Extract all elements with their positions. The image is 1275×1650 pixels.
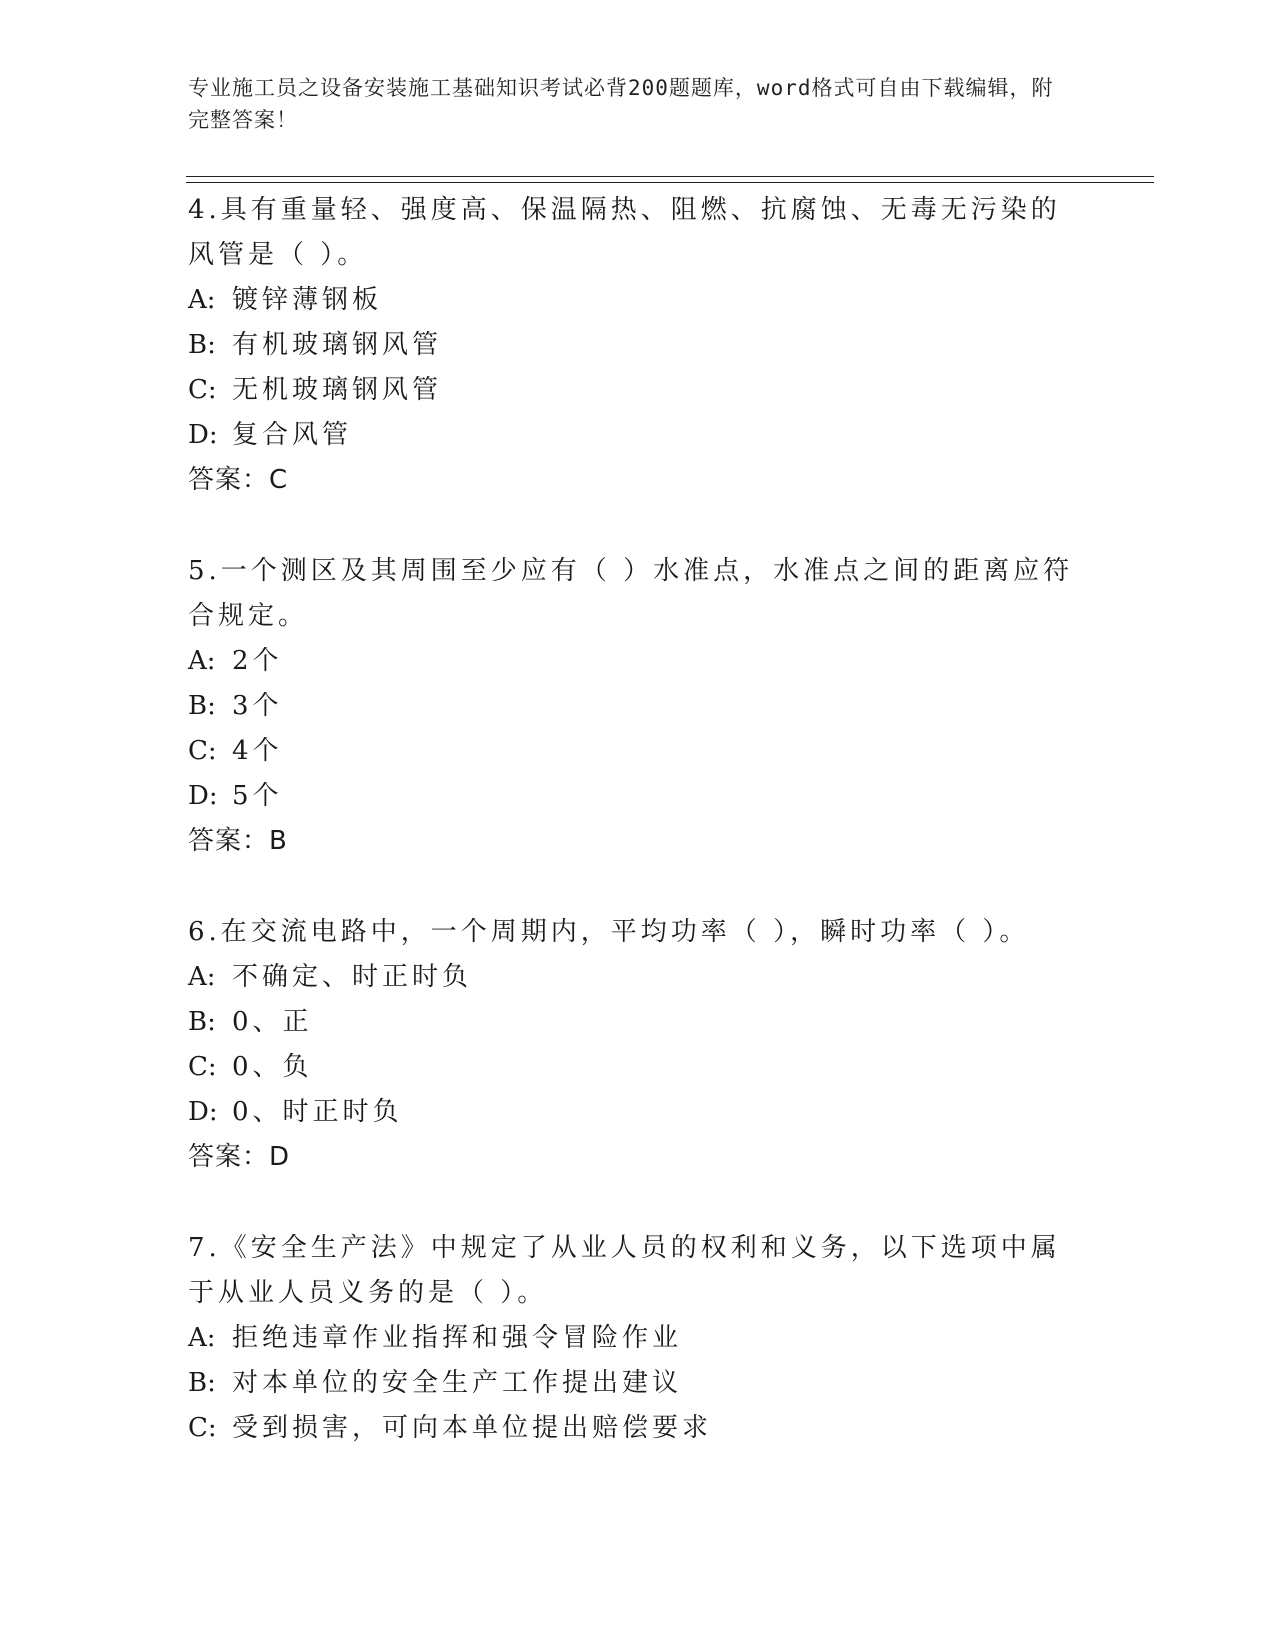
answer-line: 答案：B (188, 826, 288, 856)
question-item (188, 1226, 1088, 1451)
option-d (188, 413, 1088, 458)
option-c (188, 1406, 1088, 1451)
answer-line: 答案：C (188, 465, 289, 495)
option-letter: A: (188, 962, 216, 992)
option-c (188, 729, 1088, 774)
option-a (188, 278, 1088, 323)
option-text: 对本单位的安全生产工作提出建议 (232, 1368, 683, 1398)
option-a (188, 955, 1088, 1000)
option-letter: D: (188, 420, 218, 450)
option-b (188, 1000, 1088, 1045)
answer-line: 答案：D (188, 1142, 291, 1172)
option-text: 复合风管 (232, 420, 353, 450)
option-text: 不确定、时正时负 (232, 962, 473, 992)
question-item (188, 910, 1088, 1180)
option-text: 0、时正时负 (232, 1097, 403, 1127)
option-letter: A: (188, 646, 216, 676)
option-text: 拒绝违章作业指挥和强令冒险作业 (232, 1323, 683, 1353)
option-d (188, 1090, 1088, 1135)
question-list (188, 188, 1088, 1497)
option-b (188, 323, 1088, 368)
option-letter: B: (188, 1368, 216, 1398)
option-text: 2个 (232, 646, 283, 676)
question-item (188, 188, 1088, 503)
option-text: 3个 (232, 691, 283, 721)
option-b (188, 684, 1088, 729)
question-stem: 7.《安全生产法》中规定了从业人员的权利和义务，以下选项中属于从业人员义务的是（ ）。 (188, 1233, 1061, 1308)
option-letter: C: (188, 375, 217, 405)
option-letter: B: (188, 691, 216, 721)
option-letter: A: (188, 285, 216, 315)
option-letter: C: (188, 1052, 217, 1082)
option-c (188, 1045, 1088, 1090)
option-a (188, 639, 1088, 684)
header-divider (186, 176, 1154, 183)
option-text: 有机玻璃钢风管 (232, 330, 443, 360)
option-letter: B: (188, 330, 216, 360)
question-stem: 4.具有重量轻、强度高、保温隔热、阻燃、抗腐蚀、无毒无污染的风管是（ ）。 (188, 195, 1061, 270)
option-letter: B: (188, 1007, 216, 1037)
question-item (188, 549, 1088, 864)
question-stem: 5.一个测区及其周围至少应有（ ）水准点，水准点之间的距离应符合规定。 (188, 556, 1074, 631)
option-text: 镀锌薄钢板 (232, 285, 383, 315)
option-letter: D: (188, 781, 218, 811)
option-c (188, 368, 1088, 413)
option-a (188, 1316, 1088, 1361)
option-text: 受到损害，可向本单位提出赔偿要求 (232, 1413, 713, 1443)
option-text: 5个 (232, 781, 283, 811)
question-stem: 6.在交流电路中，一个周期内，平均功率（ ），瞬时功率（ ）。 (188, 917, 1030, 947)
option-letter: C: (188, 1413, 217, 1443)
option-letter: A: (188, 1323, 216, 1353)
document-header: 专业施工员之设备安装施工基础知识考试必背200题题库，word格式可自由下载编辑，附完整答案！ (188, 76, 1054, 132)
option-text: 无机玻璃钢风管 (232, 375, 443, 405)
option-b (188, 1361, 1088, 1406)
option-text: 0、负 (232, 1052, 313, 1082)
option-letter: D: (188, 1097, 218, 1127)
option-text: 4个 (232, 736, 283, 766)
option-text: 0、正 (232, 1007, 313, 1037)
option-d (188, 774, 1088, 819)
option-letter: C: (188, 736, 217, 766)
